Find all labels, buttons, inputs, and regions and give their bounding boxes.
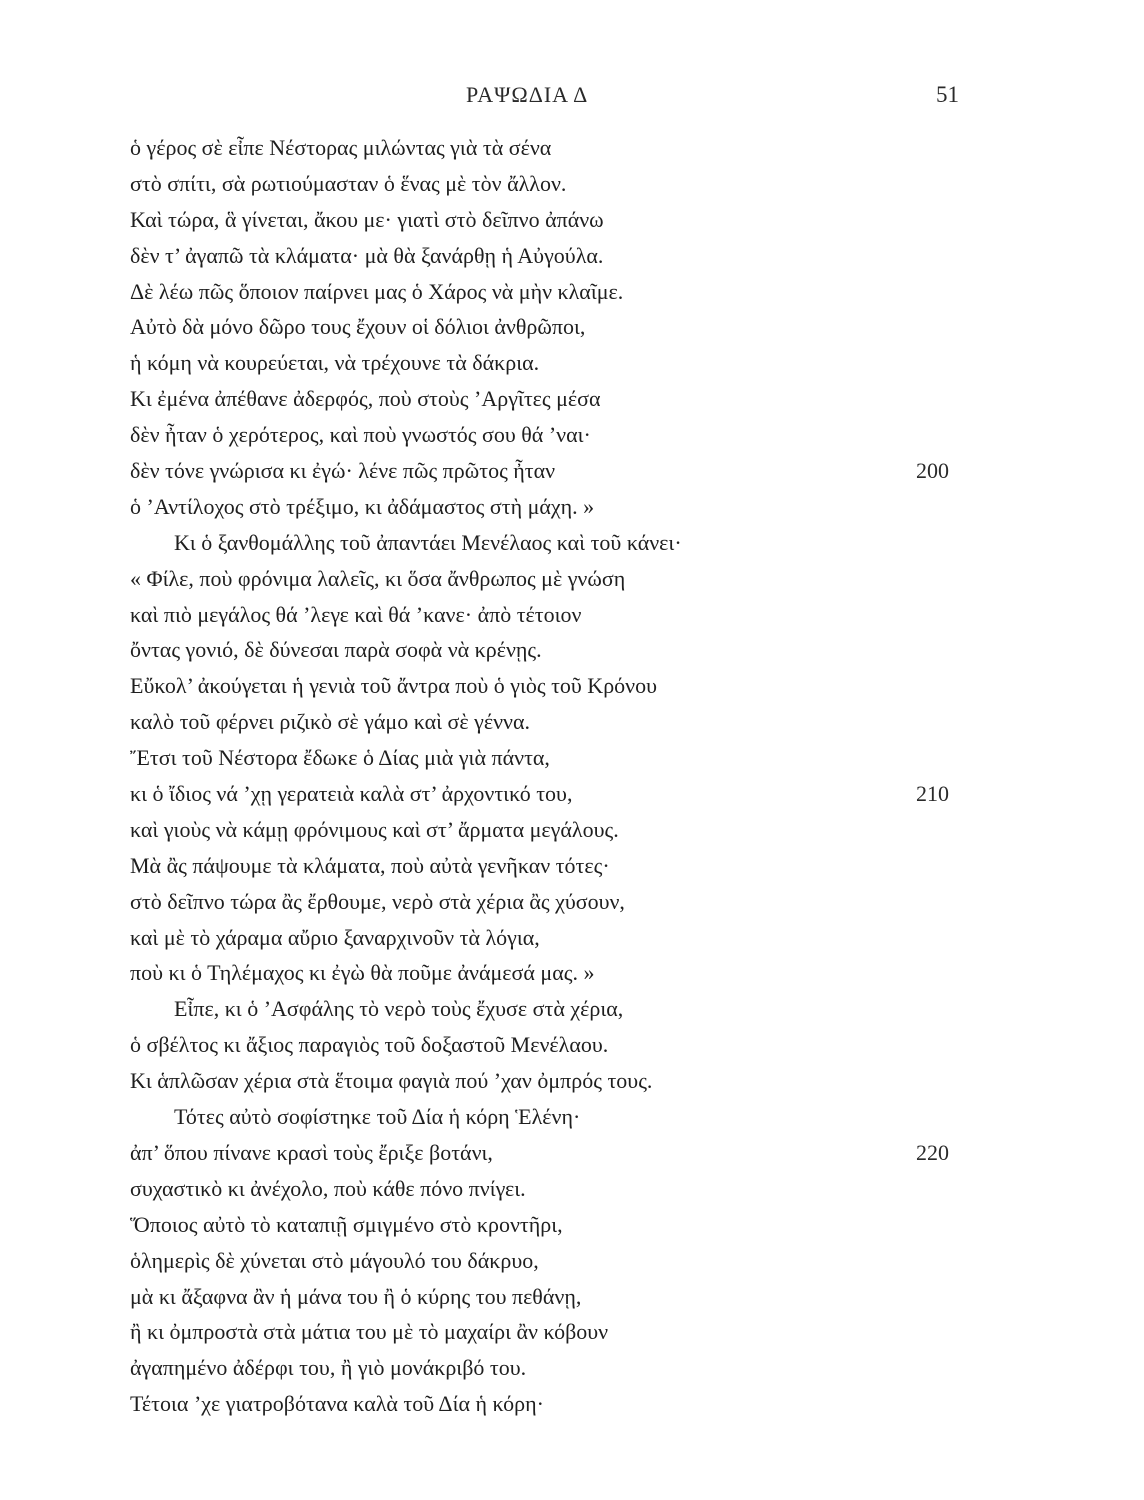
- verse-line: [130, 1027, 960, 1063]
- verse-line: [130, 1099, 960, 1135]
- verse-line: [130, 345, 960, 381]
- verse-line: [130, 1171, 960, 1207]
- verse-line: [130, 417, 960, 453]
- verse-text: Δὲ λέω πῶς ὅποιον παίρνει μας ὁ Χάρος νὰ μὴν κλαῖμε.: [130, 278, 624, 304]
- verse-line: [130, 1314, 960, 1350]
- verse-line: [130, 740, 960, 776]
- verse-text: καλὸ τοῦ φέρνει ριζικὸ σὲ γάμο καὶ σὲ γέννα.: [130, 709, 531, 735]
- verse-line: [130, 1279, 960, 1315]
- verse-text: Μὰ ἂς πάψουμε τὰ κλάματα, ποὺ αὐτὰ γενῆκαν τότες·: [130, 852, 610, 878]
- verse-text: Κι ἁπλῶσαν χέρια στὰ ἕτοιμα φαγιὰ πού ’χαν ὀμπρός τους.: [130, 1068, 653, 1094]
- verse-text: ποὺ κι ὁ Τηλέμαχος κι ἐγὼ θὰ ποῦμε ἀνάμεσά μας. »: [130, 960, 595, 986]
- verse-line: [130, 309, 960, 345]
- verse-line: [130, 776, 960, 812]
- verse-text: ἢ κι ὀμπροστὰ στὰ μάτια του μὲ τὸ μαχαίρι ἂν κόβουν: [130, 1319, 609, 1345]
- verse-line: [130, 561, 960, 597]
- line-number: 210: [916, 781, 949, 807]
- verse-text: ὄντας γονιό, δὲ δύνεσαι παρὰ σοφὰ νὰ κρένῃς.: [130, 637, 542, 663]
- verse-text: Εὔκολ’ ἀκούγεται ἡ γενιὰ τοῦ ἄντρα ποὺ ὁ γιὸς τοῦ Κρόνου: [130, 673, 658, 699]
- verse-line: [130, 1135, 960, 1171]
- verse-text: δὲν ἦταν ὁ χερότερος, καὶ ποὺ γνωστός σου θά ’ναι·: [130, 422, 591, 448]
- verse-text: Ἔτσι τοῦ Νέστορα ἔδωκε ὁ Δίας μιὰ γιὰ πάντα,: [130, 745, 550, 771]
- verse-text: στὸ σπίτι, σὰ ρωτιούμασταν ὁ ἕνας μὲ τὸν ἄλλον.: [130, 170, 567, 196]
- verse-text: δὲν τ’ ἀγαπῶ τὰ κλάματα· μὰ θὰ ξανάρθῃ ἡ Αὐγούλα.: [130, 242, 604, 268]
- line-number: 220: [916, 1139, 949, 1165]
- verse-text: ὁ γέρος σὲ εἶπε Νέστορας μιλώντας γιὰ τὰ σένα: [130, 135, 552, 160]
- verse-line: [130, 668, 960, 704]
- verse-line: [130, 381, 960, 417]
- verse-line: [130, 848, 960, 884]
- verse-line: [130, 525, 960, 561]
- verse-text: ὁλημερὶς δὲ χύνεται στὸ μάγουλό του δάκρυο,: [130, 1247, 539, 1273]
- verse-line: [130, 955, 960, 991]
- verse-line: [130, 812, 960, 848]
- verse-text: Αὐτὸ δὰ μόνο δῶρο τους ἔχουν οἱ δόλιοι ἀνθρῶποι,: [130, 314, 586, 340]
- page-number: 51: [936, 82, 959, 107]
- verse-text: Κι ὁ ξανθομάλλης τοῦ ἀπαντάει Μενέλαος καὶ τοῦ κάνει·: [174, 529, 682, 555]
- verse-text: μὰ κι ἄξαφνα ἂν ἡ μάνα του ἢ ὁ κύρης του πεθάνῃ,: [130, 1283, 582, 1309]
- verse-text: Κι ἐμένα ἀπέθανε ἀδερφός, ποὺ στοὺς ’Αργῖτες μέσα: [130, 386, 601, 412]
- verse-line: [130, 991, 960, 1027]
- verse-line: [130, 1063, 960, 1099]
- verse-line: [130, 274, 960, 310]
- line-number: 200: [916, 458, 949, 484]
- verse-text: καὶ μὲ τὸ χάραμα αὔριο ξαναρχινοῦν τὰ λόγια,: [130, 924, 540, 950]
- verse-line: [130, 238, 960, 274]
- verse-text: Ὅποιος αὐτὸ τὸ καταπιῇ σμιγμένο στὸ κροντῆρι,: [130, 1211, 563, 1237]
- verse-line: [130, 489, 960, 525]
- verse-line: [130, 1386, 960, 1422]
- verse-line: [130, 920, 960, 956]
- verse-text: συχαστικὸ κι ἀνέχολο, ποὺ κάθε πόνο πνίγει.: [130, 1175, 526, 1201]
- verse-line: [130, 1243, 960, 1279]
- verse-line: [130, 632, 960, 668]
- verse-text: ὁ σβέλτος κι ἄξιος παραγιὸς τοῦ δοξαστοῦ Μενέλαου.: [130, 1032, 609, 1058]
- verse-line: [130, 453, 960, 489]
- verse-text: καὶ γιοὺς νὰ κάμῃ φρόνιμους καὶ στ’ ἄρματα μεγάλους.: [130, 816, 619, 842]
- verse-line: [130, 1207, 960, 1243]
- verse-block: [130, 130, 960, 1422]
- verse-text: Τότες αὐτὸ σοφίστηκε τοῦ Δία ἡ κόρη Ἑλένη·: [174, 1104, 581, 1130]
- verse-text: δὲν τόνε γνώρισα κι ἐγώ· λένε πῶς πρῶτος ἦταν: [130, 458, 556, 484]
- verse-text: ὁ ’Αντίλοχος στὸ τρέξιμο, κι ἀδάμαστος στὴ μάχη. »: [130, 493, 595, 519]
- verse-text: Τέτοια ’χε γιατροβότανα καλὰ τοῦ Δία ἡ κόρη·: [130, 1391, 544, 1417]
- verse-text: ἡ κόμη νὰ κουρεύεται, νὰ τρέχουνε τὰ δάκρια.: [130, 350, 540, 376]
- verse-line: [130, 202, 960, 238]
- verse-text: ἀγαπημένο ἀδέρφι του, ἢ γιὸ μονάκριβό του.: [130, 1355, 527, 1381]
- verse-text: ἀπ’ ὅπου πίνανε κρασὶ τοὺς ἔριξε βοτάνι,: [130, 1139, 493, 1165]
- verse-text: Καὶ τώρα, ἃ γίνεται, ἄκου με· γιατὶ στὸ δεῖπνο ἀπάνω: [130, 206, 604, 232]
- verse-line: [130, 166, 960, 202]
- verse-text: κι ὁ ἴδιος νά ’χῃ γερατειὰ καλὰ στ’ ἀρχοντικό του,: [130, 781, 573, 807]
- verse-line: [130, 1350, 960, 1386]
- verse-line: [130, 130, 960, 166]
- verse-line: [130, 704, 960, 740]
- verse-text: καὶ πιὸ μεγάλος θά ’λεγε καὶ θά ’κανε· ἀπὸ τέτοιον: [130, 601, 582, 627]
- verse-text: στὸ δεῖπνο τώρα ἂς ἔρθουμε, νερὸ στὰ χέρια ἂς χύσουν,: [130, 888, 625, 914]
- verse-text: Εἶπε, κι ὁ ’Ασφάλης τὸ νερὸ τοὺς ἔχυσε στὰ χέρια,: [174, 996, 624, 1022]
- verse-line: [130, 597, 960, 633]
- verse-line: [130, 884, 960, 920]
- running-head: [0, 82, 1144, 114]
- running-title: ΡΑΨΩΔΙΑ Δ: [466, 82, 589, 107]
- verse-text: « Φίλε, ποὺ φρόνιμα λαλεῖς, κι ὅσα ἄνθρωπος μὲ γνώση: [130, 565, 626, 591]
